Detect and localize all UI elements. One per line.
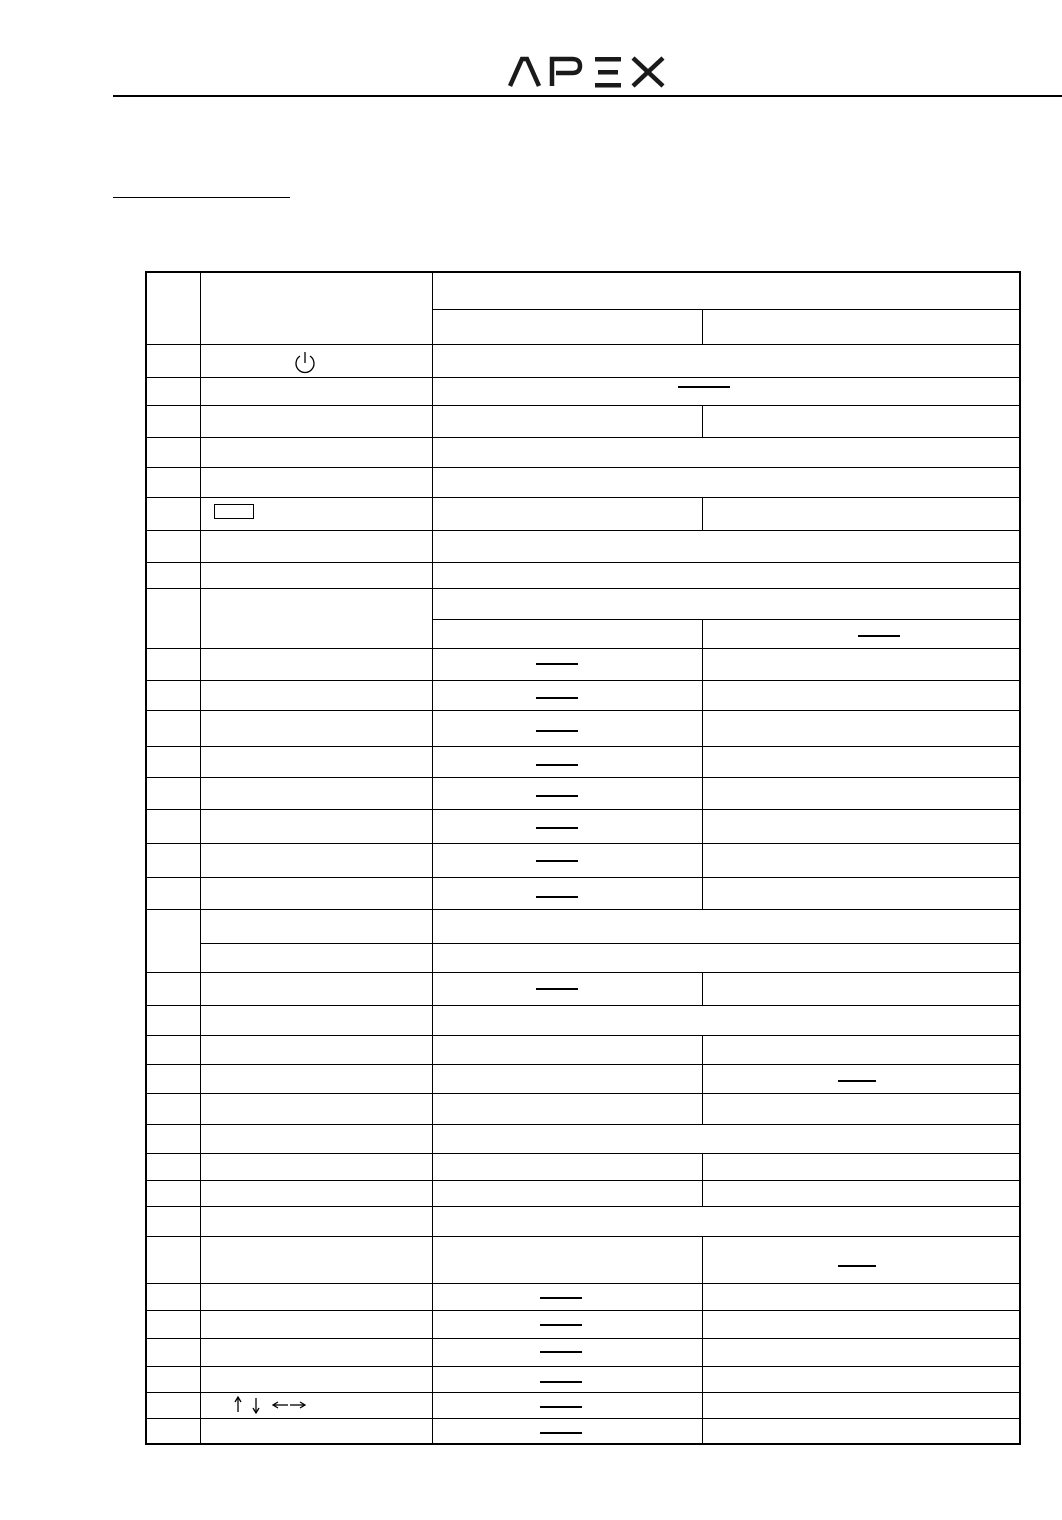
cell-underline-mark xyxy=(536,697,578,699)
table-row-divider xyxy=(145,909,1021,910)
table-row-divider xyxy=(145,746,1021,747)
table-column-divider xyxy=(702,309,703,344)
cell-underline-mark xyxy=(540,1432,582,1434)
table-row-divider xyxy=(145,972,1021,973)
table-row-divider xyxy=(145,497,1021,498)
table-row-divider xyxy=(145,1236,1021,1237)
table-row-divider xyxy=(145,1418,1021,1419)
cell-underline-mark xyxy=(536,827,578,829)
table-row-divider xyxy=(145,1093,1021,1094)
cell-underline-mark xyxy=(536,730,578,732)
table-row-divider xyxy=(145,1310,1021,1311)
cell-underline-mark xyxy=(540,1324,582,1326)
cell-underline-mark xyxy=(838,1080,876,1082)
cell-underline-mark xyxy=(536,896,578,898)
table-row-divider xyxy=(145,562,1021,563)
table-row-divider xyxy=(145,680,1021,681)
table-row-divider xyxy=(145,405,1021,406)
table-column-divider xyxy=(702,405,703,437)
table-row-divider xyxy=(145,1366,1021,1367)
header-rule xyxy=(113,95,1062,97)
cell-underline-mark xyxy=(540,1406,582,1408)
table-row-divider xyxy=(145,344,1021,345)
table-row-divider xyxy=(432,309,1021,310)
table-row-divider xyxy=(145,1064,1021,1065)
table-row-divider xyxy=(145,843,1021,844)
table-row-divider xyxy=(145,1338,1021,1339)
table-row-divider xyxy=(145,1180,1021,1181)
table-column-divider xyxy=(702,1035,703,1124)
table-row-divider xyxy=(145,1124,1021,1125)
cell-underline-mark xyxy=(858,635,900,637)
table-row-divider xyxy=(145,588,1021,589)
table-row-divider xyxy=(145,467,1021,468)
table-row-divider xyxy=(145,1206,1021,1207)
table-row-divider xyxy=(145,1283,1021,1284)
table-row-divider xyxy=(145,530,1021,531)
section-heading-underline xyxy=(113,197,290,198)
table-row-divider xyxy=(432,619,1021,620)
arrow-keys-icon xyxy=(230,1396,308,1414)
cell-underline-mark xyxy=(540,1297,582,1299)
table-row-divider xyxy=(145,877,1021,878)
cell-underline-mark xyxy=(838,1265,876,1267)
table-row-divider xyxy=(145,1392,1021,1393)
table-row-divider xyxy=(145,1005,1021,1006)
table-column-divider xyxy=(702,497,703,530)
table-row-divider xyxy=(145,377,1021,378)
table-column-divider xyxy=(702,1153,703,1206)
cell-underline-mark xyxy=(536,988,578,990)
table-row-divider xyxy=(145,437,1021,438)
table-row-divider xyxy=(145,710,1021,711)
key-box-icon xyxy=(214,504,254,519)
table-row-divider xyxy=(145,1035,1021,1036)
cell-underline-mark xyxy=(540,1351,582,1353)
cell-underline-mark xyxy=(540,1381,582,1383)
table-column-divider xyxy=(702,1236,703,1445)
table-row-divider xyxy=(145,777,1021,778)
cell-underline-mark xyxy=(678,386,730,388)
table-column-divider xyxy=(702,619,703,909)
table-row-divider xyxy=(145,1153,1021,1154)
cell-underline-mark xyxy=(536,795,578,797)
cell-underline-mark xyxy=(536,663,578,665)
cell-underline-mark xyxy=(536,764,578,766)
cell-underline-mark xyxy=(536,860,578,862)
table-row-divider xyxy=(200,943,1021,944)
table-row-divider xyxy=(145,809,1021,810)
table-column-divider xyxy=(702,972,703,1005)
power-icon xyxy=(292,350,318,376)
table-row-divider xyxy=(145,648,1021,649)
apex-logo xyxy=(508,56,666,88)
